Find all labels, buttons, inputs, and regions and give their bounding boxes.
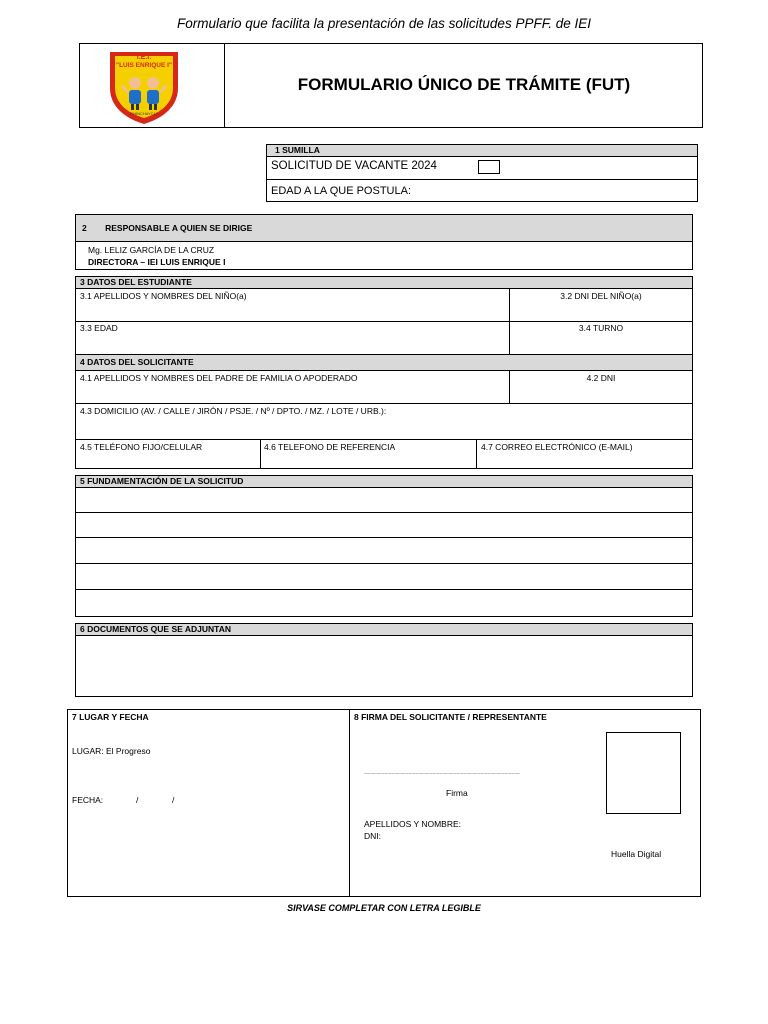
responsable-number: 2: [82, 223, 87, 233]
dni-nino-label: 3.2 DNI DEL NIÑO(a): [560, 291, 642, 301]
logo-bottom-text: CHINCHAYCUI: [130, 111, 158, 116]
domicilio-label: 4.3 DOMICILIO (AV. / CALLE / JIRÓN / PSJE. / Nº / DPTO. / MZ. / LOTE / URB.):: [80, 406, 387, 416]
huella-box[interactable]: [606, 732, 681, 814]
fecha-label: FECHA:: [72, 795, 104, 805]
firma-dotted-line: ……………………………………………………………………: [364, 770, 520, 776]
responsable-name: Mg. LELIZ GARCÍA DE LA CRUZ: [88, 245, 215, 255]
sumilla-header: 1 SUMILLA: [266, 144, 698, 157]
fecha-field[interactable]: [104, 792, 184, 806]
firma-label: Firma: [446, 788, 468, 798]
huella-label: Huella Digital: [611, 849, 662, 859]
form-caption: Formulario que facilita la presentación de las solicitudes PPFF. de IEI: [177, 16, 591, 31]
edad-label: 3.3 EDAD: [80, 323, 118, 333]
dni-label: DNI:: [364, 831, 381, 841]
responsable-role: DIRECTORA – IEI LUIS ENRIQUE I: [88, 257, 226, 267]
fundamentacion-line-4[interactable]: [76, 564, 692, 589]
documentos-field[interactable]: [76, 636, 692, 696]
lugar-firma-divider: [349, 709, 350, 897]
solicitante-header: 4 DATOS DEL SOLICITANTE: [75, 354, 693, 371]
fundamentacion-line-3[interactable]: [76, 538, 692, 563]
fundamentacion-header: 5 FUNDAMENTACIÓN DE LA SOLICITUD: [75, 475, 693, 488]
edad-postula-label: EDAD A LA QUE POSTULA:: [271, 185, 411, 197]
vacante-checkbox[interactable]: [478, 160, 500, 174]
responsable-title: RESPONSABLE A QUIEN SE DIRIGE: [105, 223, 253, 233]
solicitud-vacante-label: SOLICITUD DE VACANTE 2024: [271, 160, 437, 172]
fundamentacion-line-5[interactable]: [76, 590, 692, 616]
fecha-separator-2: /: [172, 795, 175, 805]
responsable-header: [75, 214, 693, 242]
form-title: FORMULARIO ÚNICO DE TRÁMITE (FUT): [297, 75, 631, 94]
estudiante-header: 3 DATOS DEL ESTUDIANTE: [75, 276, 693, 289]
sumilla-divider: [266, 179, 698, 180]
telefono-referencia-label: 4.6 TELEFONO DE REFERENCIA: [264, 442, 396, 452]
logo-line2: "LUIS ENRIQUE I": [115, 62, 172, 69]
lugar-fecha-header: 7 LUGAR Y FECHA: [72, 712, 149, 722]
fecha-separator-1: /: [136, 795, 139, 805]
header-divider: [224, 43, 225, 128]
telefono-label: 4.5 TELÉFONO FIJO/CELULAR: [80, 442, 203, 452]
turno-label: 3.4 TURNO: [578, 323, 624, 333]
documentos-header: 6 DOCUMENTOS QUE SE ADJUNTAN: [75, 623, 693, 636]
school-logo: [104, 48, 184, 128]
lugar-label: LUGAR: El Progreso: [72, 746, 151, 756]
edad-field[interactable]: [76, 322, 509, 354]
footer-note: SIRVASE COMPLETAR CON LETRA LEGIBLE: [287, 903, 481, 913]
apellidos-nombres-nino-label: 3.1 APELLIDOS Y NOMBRES DEL NIÑO(a): [80, 291, 247, 301]
firma-header: 8 FIRMA DEL SOLICITANTE / REPRESENTANTE: [354, 712, 547, 722]
apellidos-padre-label: 4.1 APELLIDOS Y NOMBRES DEL PADRE DE FAMILIA O APODERADO: [80, 373, 358, 383]
apellidos-nombre-label: APELLIDOS Y NOMBRE:: [364, 819, 461, 829]
logo-line1: I.E.I.: [136, 54, 152, 61]
correo-label: 4.7 CORREO ELECTRÓNICO (E-MAIL): [481, 442, 633, 452]
firma-field[interactable]: [364, 760, 558, 780]
fundamentacion-line-1[interactable]: [76, 488, 692, 512]
fundamentacion-line-2[interactable]: [76, 513, 692, 537]
dni-padre-label: 4.2 DNI: [586, 373, 616, 383]
